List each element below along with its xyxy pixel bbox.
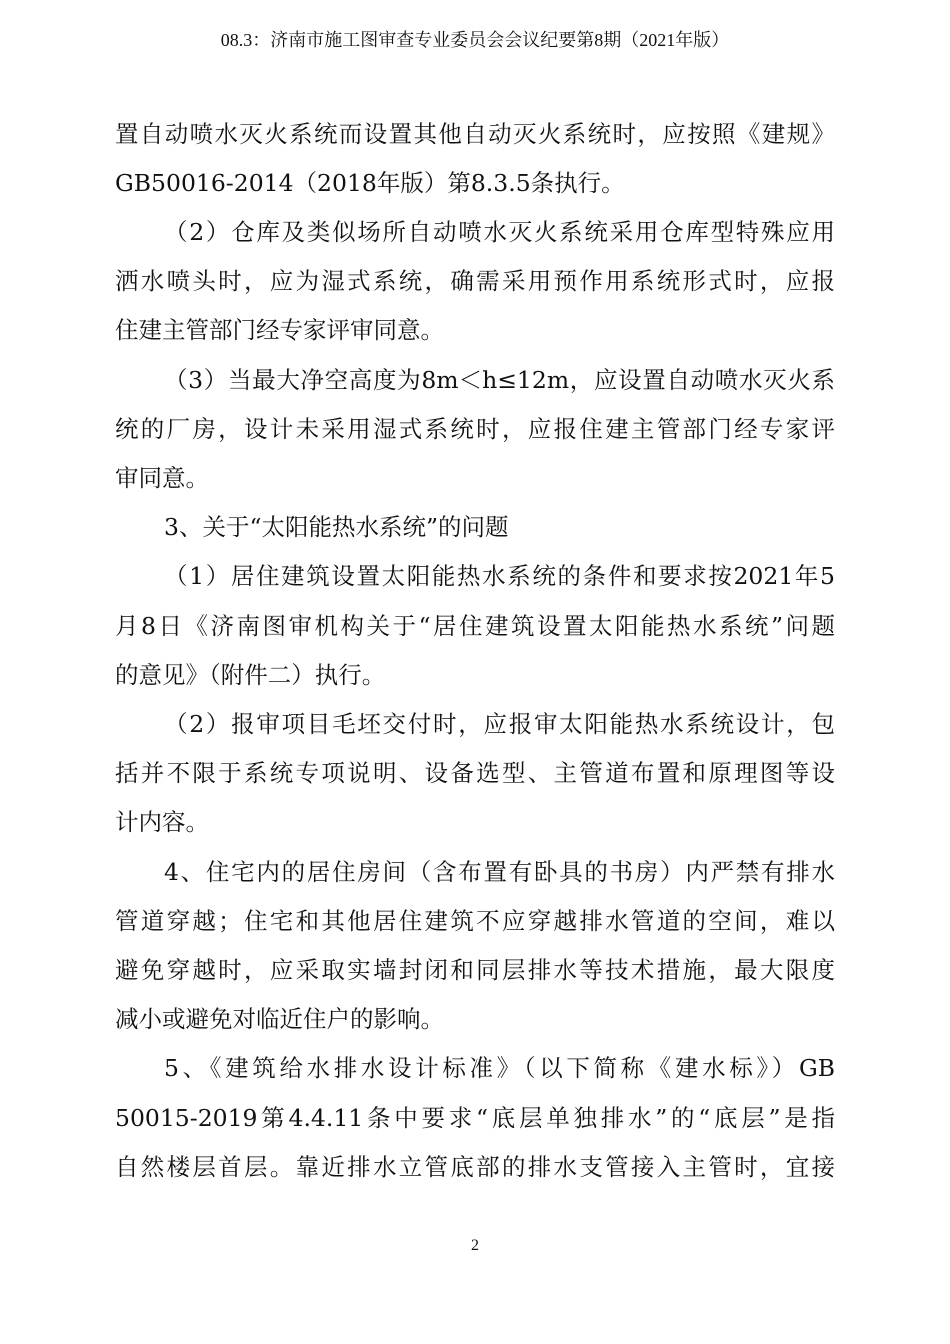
text-line: （2）报审项目毛坯交付时，应报审太阳能热水系统设计，包 bbox=[164, 710, 835, 738]
text-line: 住建主管部门经专家评审同意。 bbox=[115, 316, 444, 344]
text-line: 的意见》（附件二）执行。 bbox=[115, 661, 386, 689]
text-line: 避免穿越时，应采取实墙封闭和同层排水等技术措施，最大限度 bbox=[115, 956, 835, 984]
text-line: 统的厂房，设计未采用湿式系统时，应报住建主管部门经专家评 bbox=[115, 415, 835, 443]
text-line: 5、《建筑给水排水设计标准》（以下简称《建水标》）GB bbox=[164, 1054, 835, 1082]
text-line: 月8日《济南图审机构关于“居住建筑设置太阳能热水系统”问题 bbox=[115, 612, 835, 640]
text-line: （1）居住建筑设置太阳能热水系统的条件和要求按2021年5 bbox=[164, 562, 835, 590]
text-line: 置自动喷水灭火系统而设置其他自动灭火系统时，应按照《建规》 bbox=[115, 120, 835, 148]
text-line: 计内容。 bbox=[115, 808, 209, 836]
text-line: 审同意。 bbox=[115, 464, 209, 492]
text-line: 洒水喷头时，应为湿式系统，确需采用预作用系统形式时，应报 bbox=[115, 267, 835, 295]
section-heading: 3、关于“太阳能热水系统”的问题 bbox=[164, 513, 509, 541]
page-number: 2 bbox=[471, 1237, 479, 1254]
text-line: GB50016-2014（2018年版）第8.3.5条执行。 bbox=[115, 169, 625, 197]
text-line: （3）当最大净空高度为8m＜h≤12m，应设置自动喷水灭火系 bbox=[164, 366, 835, 394]
text-line: （2）仓库及类似场所自动喷水灭火系统采用仓库型特殊应用 bbox=[164, 218, 835, 246]
text-line: 括并不限于系统专项说明、设备选型、主管道布置和原理图等设 bbox=[115, 759, 835, 787]
text-line: 减小或避免对临近住户的影响。 bbox=[115, 1005, 444, 1033]
text-line: 管道穿越；住宅和其他居住建筑不应穿越排水管道的空间，难以 bbox=[115, 907, 835, 935]
text-line: 4、住宅内的居住房间（含布置有卧具的书房）内严禁有排水 bbox=[164, 858, 835, 886]
text-line: 自然楼层首层。靠近排水立管底部的排水支管接入主管时，宜接 bbox=[115, 1153, 835, 1181]
text-line: 50015-2019第4.4.11条中要求“底层单独排水”的“底层”是指 bbox=[115, 1104, 835, 1132]
page-header: 08.3：济南市施工图审查专业委员会会议纪要第8期（2021年版） bbox=[220, 30, 730, 50]
